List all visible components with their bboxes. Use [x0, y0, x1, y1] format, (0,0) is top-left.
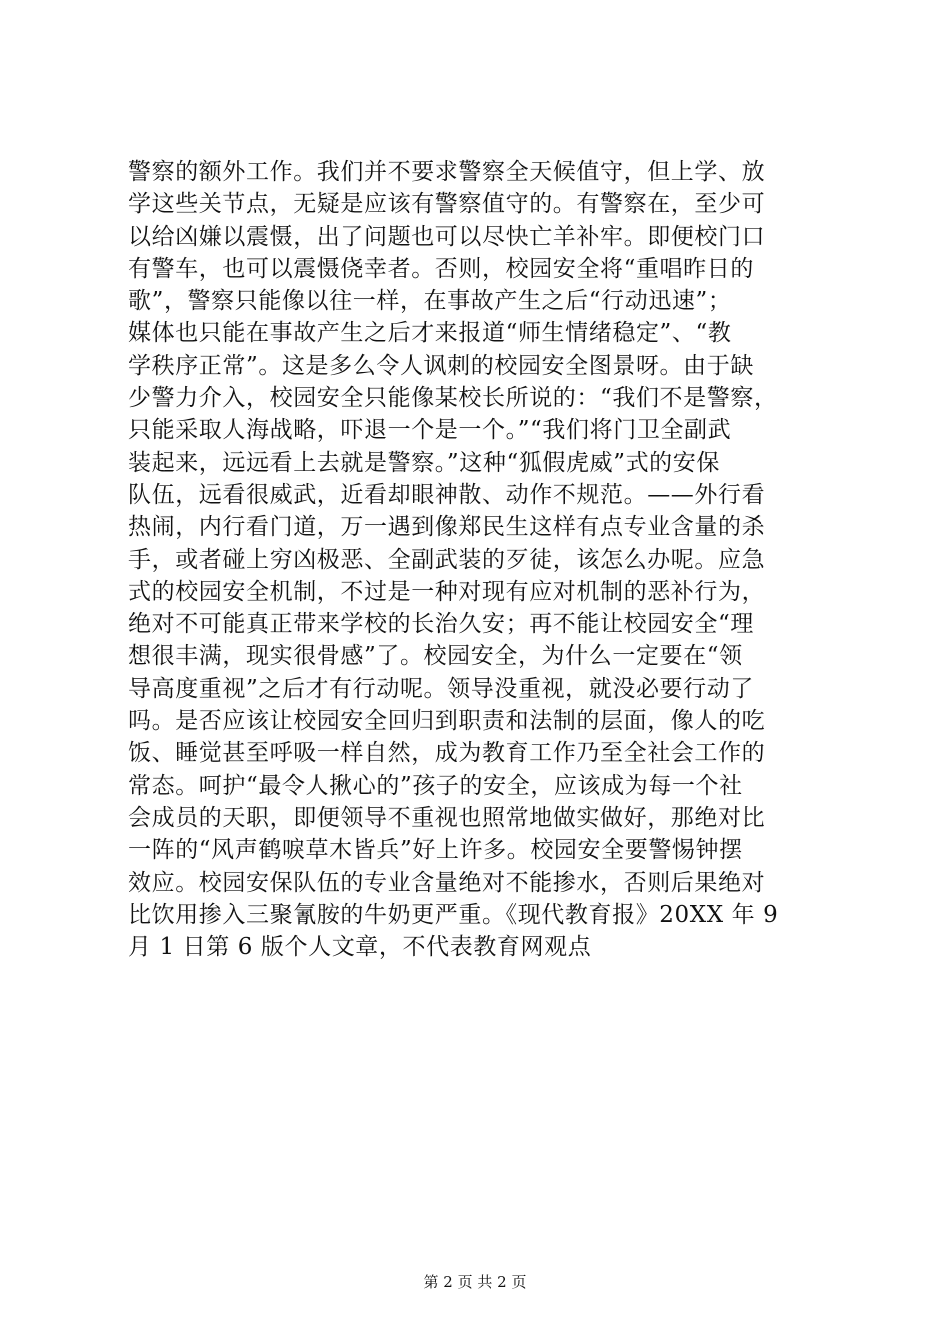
page-number-footer: 第 2 页 共 2 页 [423, 1273, 527, 1291]
text-line: 会成员的天职，即便领导不重视也照常地做实做好，那绝对比 [128, 804, 766, 831]
text-line: 想很丰满，现实很骨感”了。校园安全，为什么一定要在“领 [128, 643, 743, 670]
article-body [128, 156, 838, 963]
text-line: 常态。呵护“最令人揪心的”孩子的安全，应该成为每一个社 [128, 772, 743, 799]
text-line: 手，或者碰上穷凶极恶、全副武装的歹徒，该怎么办呢。应急 [128, 546, 766, 573]
text-line: 队伍，远看很威武，近看却眼神散、动作不规范。——外行看 [128, 481, 766, 508]
text-line: 学这些关节点，无疑是应该有警察值守的。有警察在，至少可 [128, 191, 766, 218]
text-line: 警察的额外工作。我们并不要求警察全天候值守，但上学、放 [128, 159, 766, 185]
text-line: 效应。校园安保队伍的专业含量绝对不能掺水，否则后果绝对 [128, 869, 766, 896]
text-line: 歌”，警察只能像以往一样，在事故产生之后“行动迅速”； [128, 288, 732, 315]
text-line: 比饮用掺入三聚氰胺的牛奶更严重。《现代教育报》20XX 年 9 [128, 901, 779, 928]
text-line: 绝对不可能真正带来学校的长治久安；再不能让校园安全“理 [128, 611, 754, 638]
text-line: 少警力介入，校园安全只能像某校长所说的：“我们不是警察， [128, 385, 778, 412]
text-line: 装起来，远远看上去就是警察。”这种“狐假虎威”式的安保 [128, 449, 720, 476]
text-line: 学秩序正常”。这是多么令人讽刺的校园安全图景呀。由于缺 [128, 352, 754, 379]
text-line: 吗。是否应该让校园安全回归到职责和法制的层面，像人的吃 [128, 708, 766, 735]
text-line: 月 1 日第 6 版个人文章，不代表教育网观点 [128, 934, 592, 961]
text-line: 只能采取人海战略，吓退一个是一个。”“我们将门卫全副武 [128, 417, 732, 444]
text-line: 有警车，也可以震慑侥幸者。否则，校园安全将“重唱昨日的 [128, 255, 754, 282]
text-line: 式的校园安全机制，不过是一种对现有应对机制的恶补行为， [128, 578, 766, 605]
text-line: 导高度重视”之后才有行动呢。领导没重视，就没必要行动了 [128, 675, 754, 702]
text-line: 一阵的“风声鹤唳草木皆兵”好上许多。校园安全要警惕钟摆 [128, 837, 743, 864]
text-line: 热闹，内行看门道，万一遇到像郑民生这样有点专业含量的杀 [128, 514, 766, 541]
text-line: 媒体也只能在事故产生之后才来报道“师生情绪稳定”、“教 [128, 320, 732, 347]
text-line: 饭、睡觉甚至呼吸一样自然，成为教育工作乃至全社会工作的 [128, 740, 766, 767]
text-line: 以给凶嫌以震慑，出了问题也可以尽快亡羊补牢。即便校门口 [128, 223, 766, 250]
